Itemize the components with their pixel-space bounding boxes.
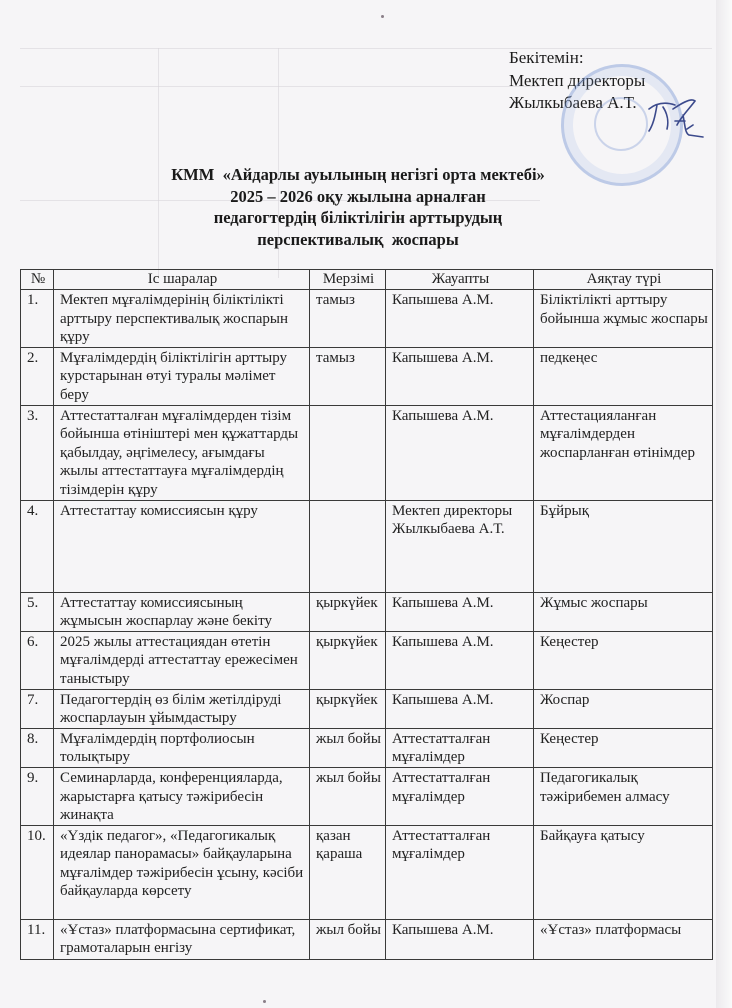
row-responsible: Аттестатталған мұғалімдер: [386, 728, 534, 767]
row-responsible: Капышева А.М.: [386, 631, 534, 689]
row-deadline: қыркүйек: [310, 592, 386, 631]
approval-name: Жылкыбаева А.Т.: [509, 93, 637, 112]
table-row: [21, 405, 713, 500]
row-result: Кеңестер: [534, 631, 713, 689]
approval-label: Бекітемін:: [509, 48, 584, 67]
row-activity: Мұғалімдердің портфолиосын толықтыру: [54, 728, 310, 767]
title-line-3: педагогтердің біліктілігін арттырудың: [213, 208, 503, 227]
row-result: «Ұстаз» платформасы: [534, 919, 713, 959]
row-number: 8.: [21, 728, 54, 767]
row-number: 11.: [21, 919, 54, 959]
row-result: Жұмыс жоспары: [534, 592, 713, 631]
scan-speck: [263, 1000, 266, 1003]
row-result: Педагогикалық тәжірибемен алмасу: [534, 767, 713, 825]
row-responsible: Аттестатталған мұғалімдер: [386, 767, 534, 825]
row-activity: «Үздік педагог», «Педагогикалық идеялар панорамасы» байқауларына мұғалімдер тәжірибесін ұсыну, кәсіби байқауларда көрсету: [54, 825, 310, 919]
title-line-2: 2025 – 2026 оқу жылына арналған: [230, 186, 486, 206]
row-number: 5.: [21, 592, 54, 631]
row-responsible: Аттестатталған мұғалімдер: [386, 825, 534, 919]
row-responsible: Капышева А.М.: [386, 290, 534, 348]
row-responsible: Мектеп директоры Жылкыбаева А.Т.: [386, 500, 534, 592]
row-result: Жоспар: [534, 689, 713, 728]
row-activity: 2025 жылы аттестациядан өтетін мұғалімдерді аттестаттау ережесімен таныстыру: [54, 631, 310, 689]
row-number: 7.: [21, 689, 54, 728]
table-row: [21, 767, 713, 825]
table-row: [21, 592, 713, 631]
row-responsible: Капышева А.М.: [386, 592, 534, 631]
row-deadline: [310, 405, 386, 500]
row-deadline: тамыз: [310, 290, 386, 348]
row-result: Байқауға қатысу: [534, 825, 713, 919]
row-result: педкеңес: [534, 347, 713, 405]
row-number: 1.: [21, 290, 54, 348]
header-number: №: [21, 270, 54, 290]
row-responsible: Капышева А.М.: [386, 919, 534, 959]
header-result: Аяқтау түрі: [534, 270, 713, 290]
row-number: 4.: [21, 500, 54, 592]
table-row: [21, 631, 713, 689]
row-number: 9.: [21, 767, 54, 825]
table-row: [21, 825, 713, 919]
table-row: [21, 347, 713, 405]
table-row: [21, 728, 713, 767]
document-title: [0, 164, 716, 250]
row-result: Біліктілікті арттыру бойынша жұмыс жоспары: [534, 290, 713, 348]
row-number: 3.: [21, 405, 54, 500]
scan-edge: [716, 0, 732, 1008]
row-activity: Педагогтердің өз білім жетілдіруді жоспарлауын ұйымдастыру: [54, 689, 310, 728]
row-result: Кеңестер: [534, 728, 713, 767]
row-activity: Аттестаттау комиссиясын құру: [54, 500, 310, 592]
approval-position: Мектеп директоры: [509, 70, 646, 90]
header-deadline: Мерзімі: [310, 270, 386, 290]
row-activity: Мектеп мұғалімдерінің біліктілікті арттыру перспективалық жоспарын құру: [54, 290, 310, 348]
row-result: Бұйрық: [534, 500, 713, 592]
row-responsible: Капышева А.М.: [386, 689, 534, 728]
table-header-row: [21, 270, 713, 290]
row-deadline: қазан қараша: [310, 825, 386, 919]
table-row: [21, 919, 713, 959]
row-responsible: Капышева А.М.: [386, 405, 534, 500]
header-activity: Іс шаралар: [54, 270, 310, 290]
table-row: [21, 500, 713, 592]
row-deadline: жыл бойы: [310, 919, 386, 959]
row-activity: Семинарларда, конференцияларда, жарыстарға қатысу тәжірибесін жинақта: [54, 767, 310, 825]
row-activity: «Ұстаз» платформасына сертификат, грамоталарын енгізу: [54, 919, 310, 959]
table-row: [21, 689, 713, 728]
row-number: 2.: [21, 347, 54, 405]
title-line-4: перспективалық жоспары: [257, 229, 459, 249]
row-deadline: [310, 500, 386, 592]
title-line-1: КММ «Айдарлы ауылының негізгі орта мектебі»: [171, 165, 545, 184]
row-deadline: жыл бойы: [310, 728, 386, 767]
row-deadline: қыркүйек: [310, 689, 386, 728]
row-result: Аттестацияланған мұғалімдерден жоспарланған өтінімдер: [534, 405, 713, 500]
table-row: [21, 290, 713, 348]
row-deadline: жыл бойы: [310, 767, 386, 825]
row-responsible: Капышева А.М.: [386, 347, 534, 405]
row-activity: Аттестатталған мұғалімдерден тізім бойынша өтініштері мен құжаттарды қабылдау, әңгімелесу, ағымдағы жылы аттестаттауға мұғалімдердің тізімдерін құру: [54, 405, 310, 500]
row-deadline: тамыз: [310, 347, 386, 405]
signature: [645, 95, 705, 145]
row-activity: Аттестаттау комиссиясының жұмысын жоспарлау және бекіту: [54, 592, 310, 631]
row-activity: Мұғалімдердің біліктілігін арттыру курстарынан өтуі туралы мәлімет беру: [54, 347, 310, 405]
row-number: 10.: [21, 825, 54, 919]
plan-table: [20, 269, 713, 960]
header-responsible: Жауапты: [386, 270, 534, 290]
scan-speck: [381, 15, 384, 18]
row-number: 6.: [21, 631, 54, 689]
row-deadline: қыркүйек: [310, 631, 386, 689]
bleed-through-rule: [20, 86, 540, 87]
